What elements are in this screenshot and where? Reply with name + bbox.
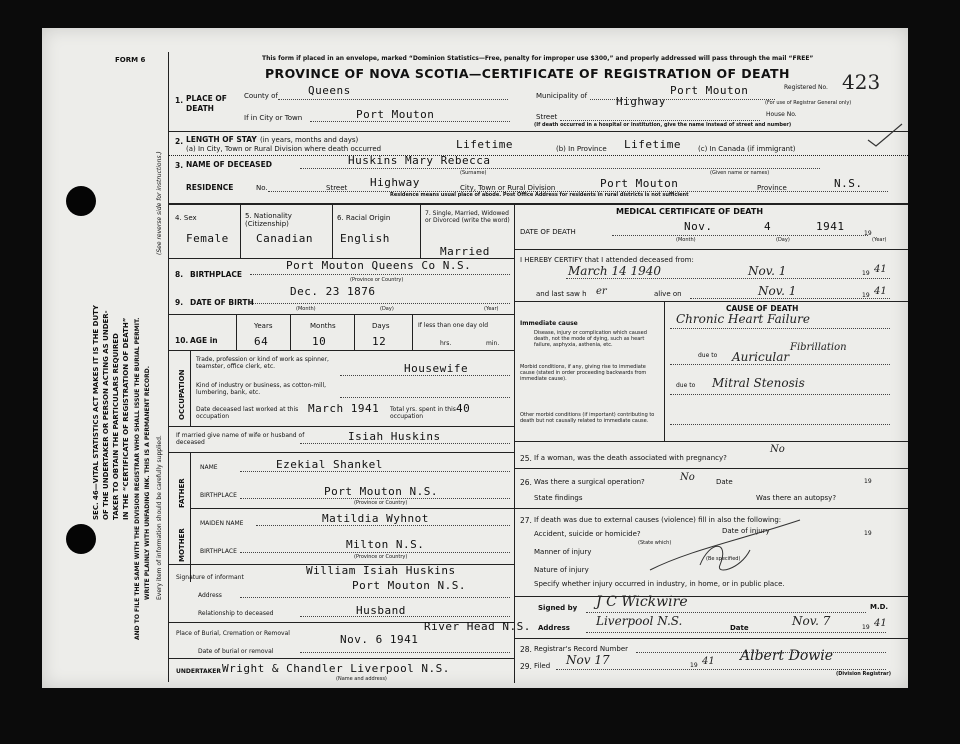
vr-3 — [420, 203, 421, 258]
nationality-label: 5. Nationality (Citizenship) — [245, 212, 292, 228]
deceased-name-line — [300, 168, 820, 169]
doctor-address-label: Address — [538, 624, 570, 632]
accident-label: Accident, suicide or homicide? — [534, 530, 641, 538]
due-to-label-2: due to — [676, 382, 696, 389]
registrar-note: (For use of Registrar General only) — [765, 100, 852, 106]
dob-month-note: (Month) — [296, 306, 316, 312]
informant-address: Port Mouton N.S. — [352, 579, 466, 592]
father-birthplace-line — [240, 498, 510, 499]
informant-label: Signature of informant — [176, 574, 244, 581]
informant-name: William Isiah Huskins — [306, 564, 456, 577]
burial-date-label: Date of burial or removal — [198, 648, 274, 655]
q12-label: Kind of industry or business, as cotton-mill, lumbering, bank, etc. — [196, 382, 327, 396]
immediate-cause-note: Disease, injury or complication which caused death, not the mode of dying, such as heart failure, asphyxia, asthenia, etc. — [534, 330, 647, 348]
attended-to: Nov. 1 — [748, 264, 787, 278]
cause-b-note: Fibrillation — [790, 342, 847, 353]
sex-value: Female — [186, 232, 229, 245]
highway-value: Highway — [616, 95, 666, 108]
months-label: Months — [310, 322, 336, 330]
q26-number: 26. — [520, 478, 532, 487]
mail-notice: This form if placed in an envelope, marked “Dominion Statistics—Free, penalty for improper use $300,” and properly addressed will pass through the mail “FREE” — [262, 55, 814, 62]
rule-6 — [168, 350, 514, 351]
residence-city-label: City, Town or Rural Division — [460, 184, 556, 192]
birthplace-note: (Province or Country) — [350, 277, 404, 283]
cause-b-value: Auricular — [732, 350, 790, 364]
column-divider — [514, 203, 515, 683]
marital-label: 7. Single, Married, Widowed or Divorced (write the word) — [425, 210, 510, 224]
rule-8 — [168, 452, 514, 453]
county-value: Queens — [308, 84, 351, 97]
municipality-line — [590, 99, 775, 100]
undertaker-note: (Name and address) — [336, 676, 387, 682]
racial-origin-value: English — [340, 232, 390, 245]
filed-line — [556, 669, 886, 670]
mother-birthplace: Milton N.S. — [346, 538, 425, 551]
registered-no-label: Registered No. — [784, 84, 828, 91]
nature-label: Nature of injury — [534, 566, 589, 574]
doctor-address: Liverpool N.S. — [596, 614, 683, 628]
rule-m2 — [514, 301, 908, 302]
county-line — [278, 99, 508, 100]
burial-date: Nov. 6 1941 — [340, 633, 419, 646]
undertaker-value: Wright & Chandler Liverpool N.S. — [222, 662, 450, 675]
less-than-day-label: If less than one day old — [418, 322, 489, 329]
age-label: AGE in — [190, 336, 218, 345]
city-label: If in City or Town — [244, 114, 303, 122]
rule-3 — [168, 203, 908, 205]
spouse-label: If married give name of wife or husband of deceased — [176, 432, 305, 446]
death-day-note: (Day) — [776, 237, 790, 243]
hospital-note: (If death occurred in a hospital or institution, give the name instead of street and number) — [534, 122, 792, 128]
q14-label: Total yrs. spent in this occupation — [390, 406, 456, 420]
item-number-10: 10. — [175, 336, 189, 345]
rule-m6 — [514, 596, 908, 597]
father-name-line — [240, 471, 510, 472]
stay-province-label: (b) In Province — [556, 145, 607, 153]
attended-from: March 14 1940 — [568, 264, 662, 278]
cause-b-line — [670, 364, 890, 365]
filed-year: 41 — [702, 656, 715, 667]
mother-birthplace-line — [240, 552, 510, 553]
death-year: 1941 — [816, 220, 845, 233]
death-year-note: (Year) — [872, 237, 887, 243]
street-line — [560, 120, 760, 121]
father-name-label: NAME — [200, 464, 218, 471]
q13-label: Date deceased last worked at this occupation — [196, 406, 299, 420]
q26-value: No — [680, 472, 695, 483]
item-number-2: 2. — [175, 137, 184, 146]
vr-cause — [664, 301, 665, 441]
father-side-label: FATHER — [178, 478, 186, 508]
stay-province-value: Lifetime — [624, 138, 681, 151]
division-registrar-note: (Division Registrar) — [836, 671, 892, 677]
side-instruction-3: TAKER TO OBTAIN THE PARTICULARS REQUIRED — [112, 333, 120, 520]
form-label: FORM 6 — [115, 56, 146, 64]
alive-year: 41 — [874, 286, 887, 297]
filed-date: Nov 17 — [566, 653, 610, 667]
last-worked-value: March 1941 — [308, 402, 380, 415]
side-instruction-6: WRITE PLAINLY WITH UNFADING INK. THIS IS A PERMANENT RECORD. — [144, 366, 151, 600]
rule-m4 — [514, 468, 908, 469]
street-label: Street — [536, 113, 558, 121]
registrar-record-label: Registrar's Record Number — [534, 645, 629, 653]
side-instruction-1: SEC. 46—VITAL STATISTICS ACT MAKES IT IS THE DUTY — [92, 305, 100, 520]
sig-year-prefix: 19 — [862, 624, 870, 631]
dob-value: Dec. 23 1876 — [290, 285, 376, 298]
autopsy-label: Was there an autopsy? — [756, 494, 837, 502]
mother-name-line — [256, 525, 510, 526]
deceased-name: Huskins Mary Rebecca — [348, 154, 491, 167]
city-line — [310, 121, 510, 122]
doctor-signature: J C Wickwire — [596, 594, 688, 610]
side-instruction-5: AND TO FILE THE SAME WITH THE DIVISION REGISTRAR WHO SHALL ISSUE THE BURIAL PERMIT. — [134, 317, 141, 640]
marital-value: Married — [440, 245, 490, 258]
due-to-label-1: due to — [698, 352, 718, 359]
signed-by-label: Signed by — [538, 604, 578, 612]
industry-line — [340, 397, 510, 398]
dob-year-note: (Year) — [484, 306, 499, 312]
residence-province-label: Province — [757, 184, 787, 192]
dob-day-note: (Day) — [380, 306, 394, 312]
vr-parents — [190, 452, 191, 582]
state-which-note: (State which) — [638, 540, 672, 546]
residence-street: Highway — [370, 176, 420, 189]
vr-6 — [354, 314, 355, 350]
stay-city-label: (a) In City, Town or Rural Division where death occurred — [186, 145, 382, 153]
rule-m3 — [514, 441, 908, 442]
spouse-line — [300, 443, 510, 444]
q27-label: If death was due to external causes (violence) fill in also the following: — [534, 516, 782, 524]
address-line — [586, 632, 886, 633]
residence-label: RESIDENCE — [186, 183, 234, 192]
informant-address-line — [240, 597, 510, 598]
vr-2 — [332, 203, 333, 258]
age-days: 12 — [372, 335, 387, 348]
burial-date-line — [300, 652, 510, 653]
filed-label: Filed — [534, 662, 551, 670]
side-instruction-2: OF THE UNDERTAKER OR PERSON ACTING AS UNDER- — [102, 310, 110, 520]
attended-line — [566, 278, 890, 279]
birthplace-value: Port Mouton Queens Co N.S. — [286, 259, 472, 272]
vr-7 — [412, 314, 413, 350]
q26-label: Was there a surgical operation? — [534, 478, 645, 486]
mother-birthplace-label: BIRTHPLACE — [200, 548, 237, 555]
birthplace-label: BIRTHPLACE — [190, 270, 243, 279]
cause-title: CAUSE OF DEATH — [726, 304, 799, 313]
vr-4 — [236, 314, 237, 350]
vr-1 — [240, 203, 241, 258]
side-instruction-4: IN THE “CERTIFICATE OF REGISTRATION OF DEATH” — [122, 317, 130, 520]
stay-city-value: Lifetime — [456, 138, 513, 151]
q25-value: No — [770, 444, 785, 455]
last-saw-label: and last saw h — [536, 290, 587, 298]
vr-occupation — [190, 350, 191, 426]
death-month-note: (Month) — [676, 237, 696, 243]
father-birthplace-label: BIRTHPLACE — [200, 492, 237, 499]
undertaker-label: UNDERTAKER — [176, 668, 221, 675]
burial-place: River Head N.S. — [424, 620, 531, 633]
state-findings-label: State findings — [534, 494, 583, 502]
age-years: 64 — [254, 335, 269, 348]
vr-5 — [290, 314, 291, 350]
length-of-stay-label: LENGTH OF STAY — [186, 135, 257, 144]
attended-year: 41 — [874, 264, 887, 275]
signed-line — [586, 612, 866, 613]
rule-9 — [190, 508, 514, 509]
death-date-line — [612, 235, 868, 236]
strikeout-scribble — [640, 510, 810, 580]
specify-label: Specify whether injury occurred in industry, in home, or in public place. — [534, 580, 785, 588]
father-prov-note: (Province or Country) — [354, 500, 408, 506]
residence-no-label: No. — [256, 184, 268, 192]
name-of-deceased-label: NAME OF DECEASED — [186, 160, 272, 169]
death-day: 4 — [764, 220, 772, 233]
residence-city: Port Mouton — [600, 177, 679, 190]
nationality-value: Canadian — [256, 232, 313, 245]
place-of-death-label: PLACE OF DEATH — [186, 94, 227, 113]
death-month: Nov. — [684, 220, 713, 233]
dob-label: DATE OF BIRTH — [190, 298, 254, 307]
form-left-border — [168, 52, 169, 682]
rule-m5 — [514, 508, 908, 509]
sig-year: 41 — [874, 618, 887, 629]
spouse-value: Isiah Huskins — [348, 430, 441, 443]
registered-number: 423 — [842, 70, 881, 94]
total-years-value: 40 — [456, 402, 471, 415]
q26-date-label: Date — [716, 478, 733, 486]
alive-line — [690, 298, 890, 299]
item-number-1: 1. — [175, 96, 184, 105]
rule-5 — [168, 314, 514, 315]
mother-prov-note: (Province or Country) — [354, 554, 408, 560]
birthplace-line — [250, 274, 510, 275]
sex-label: 4. Sex — [175, 214, 197, 222]
residence-province: N.S. — [834, 177, 863, 190]
cause-a-line — [670, 328, 890, 329]
given-name-note: (Given name or names) — [710, 170, 770, 176]
age-months: 10 — [312, 335, 327, 348]
days-label: Days — [372, 322, 390, 330]
rule-m1 — [514, 249, 908, 250]
hrs-label: hrs. — [440, 340, 452, 347]
rule-2 — [168, 155, 908, 156]
alive-year-prefix: 19 — [862, 292, 870, 299]
municipality-label: Municipality of — [536, 92, 588, 100]
surname-note: (Surname) — [460, 170, 487, 176]
municipality-value: Port Mouton — [670, 84, 749, 97]
date-of-injury-label: Date of injury — [722, 527, 770, 535]
sig-date: Nov. 7 — [792, 614, 831, 628]
side-instruction-7: Every item of information should be carefully supplied. — [156, 435, 163, 600]
rule-1 — [168, 131, 908, 132]
informant-address-label: Address — [198, 592, 222, 599]
mother-name: Matildia Wyhnot — [322, 512, 429, 525]
county-label: County of — [244, 92, 278, 100]
md-label: M.D. — [870, 603, 889, 611]
cause-c-line — [670, 394, 890, 395]
relationship-line — [300, 616, 510, 617]
dob-line — [250, 303, 510, 304]
specified-note: (Be specified) — [706, 556, 741, 562]
q25-number: 25. — [520, 454, 532, 463]
attended-year-prefix: 19 — [862, 270, 870, 277]
father-name: Ezekial Shankel — [276, 458, 383, 471]
punch-hole-bottom — [66, 524, 96, 554]
check-mark — [866, 120, 906, 150]
morbid-label: Morbid conditions, if any, giving rise to immediate cause (stated in order proceeding backwards from immediate cause). — [520, 364, 647, 382]
mother-side-label: MOTHER — [178, 528, 186, 562]
side-instruction-8: (See reverse side for instructions.) — [156, 151, 163, 255]
cause-d-line — [670, 424, 890, 425]
residence-street-label: Street — [326, 184, 348, 192]
date-of-death-label: DATE OF DEATH — [520, 228, 576, 236]
certify-label: I HEREBY CERTIFY that I attended deceased from: — [520, 256, 694, 264]
last-saw-suffix: er — [596, 286, 607, 297]
residence-note: Residence means usual place of abode. Post Office Address for residents in rural districts is not sufficient — [390, 192, 689, 198]
relationship-value: Husband — [356, 604, 406, 617]
burial-label: Place of Burial, Cremation or Removal — [176, 630, 290, 637]
item-number-3: 3. — [175, 161, 184, 170]
occupation-side-label: OCCUPATION — [178, 369, 186, 420]
other-conditions-label: Other morbid conditions (if important) contributing to death but not causally related to immediate cause. — [520, 412, 655, 424]
punch-hole-top — [66, 186, 96, 216]
alive-on-label: alive on — [654, 290, 682, 298]
page-title: PROVINCE OF NOVA SCOTIA—CERTIFICATE OF REGISTRATION OF DEATH — [265, 66, 790, 81]
immediate-cause-label: Immediate cause — [520, 320, 578, 327]
injury-year-prefix: 19 — [864, 530, 872, 537]
relationship-label: Relationship to deceased — [198, 610, 274, 617]
item-number-8: 8. — [175, 270, 184, 279]
house-no-label: House No. — [766, 111, 797, 118]
rule-7 — [168, 426, 514, 427]
alive-on-value: Nov. 1 — [758, 284, 797, 298]
cause-c-value: Mitral Stenosis — [712, 376, 805, 390]
city-value: Port Mouton — [356, 108, 435, 121]
q28-number: 28. — [520, 645, 532, 654]
occupation-value: Housewife — [404, 362, 469, 375]
q25-label: If a woman, was the death associated with pregnancy? — [534, 454, 727, 462]
occupation-line — [340, 375, 510, 376]
filed-year-prefix: 19 — [690, 662, 698, 669]
q11-label: Trade, profession or kind of work as spinner, teamster, office clerk, etc. — [196, 356, 329, 370]
manner-label: Manner of injury — [534, 548, 592, 556]
sig-date-label: Date — [730, 624, 749, 632]
q27-number: 27. — [520, 516, 532, 525]
maiden-name-label: MAIDEN NAME — [200, 520, 244, 527]
q29-number: 29. — [520, 662, 532, 671]
rule-12 — [168, 658, 514, 659]
stay-canada-label: (c) In Canada (if immigrant) — [698, 145, 796, 153]
racial-origin-label: 6. Racial Origin — [337, 214, 391, 222]
item-number-9: 9. — [175, 298, 184, 307]
length-of-stay-sub: (in years, months and days) — [260, 136, 359, 144]
min-label: min. — [486, 340, 500, 347]
death-year-prefix: 19 — [864, 230, 872, 237]
registrar-signature: Albert Dowie — [740, 648, 834, 664]
q26-year-prefix: 19 — [864, 478, 872, 485]
medical-title: MEDICAL CERTIFICATE OF DEATH — [616, 207, 764, 216]
years-label: Years — [254, 322, 273, 330]
father-birthplace: Port Mouton N.S. — [324, 485, 438, 498]
immediate-cause-value: Chronic Heart Failure — [676, 312, 810, 326]
rule-m7 — [514, 638, 908, 639]
